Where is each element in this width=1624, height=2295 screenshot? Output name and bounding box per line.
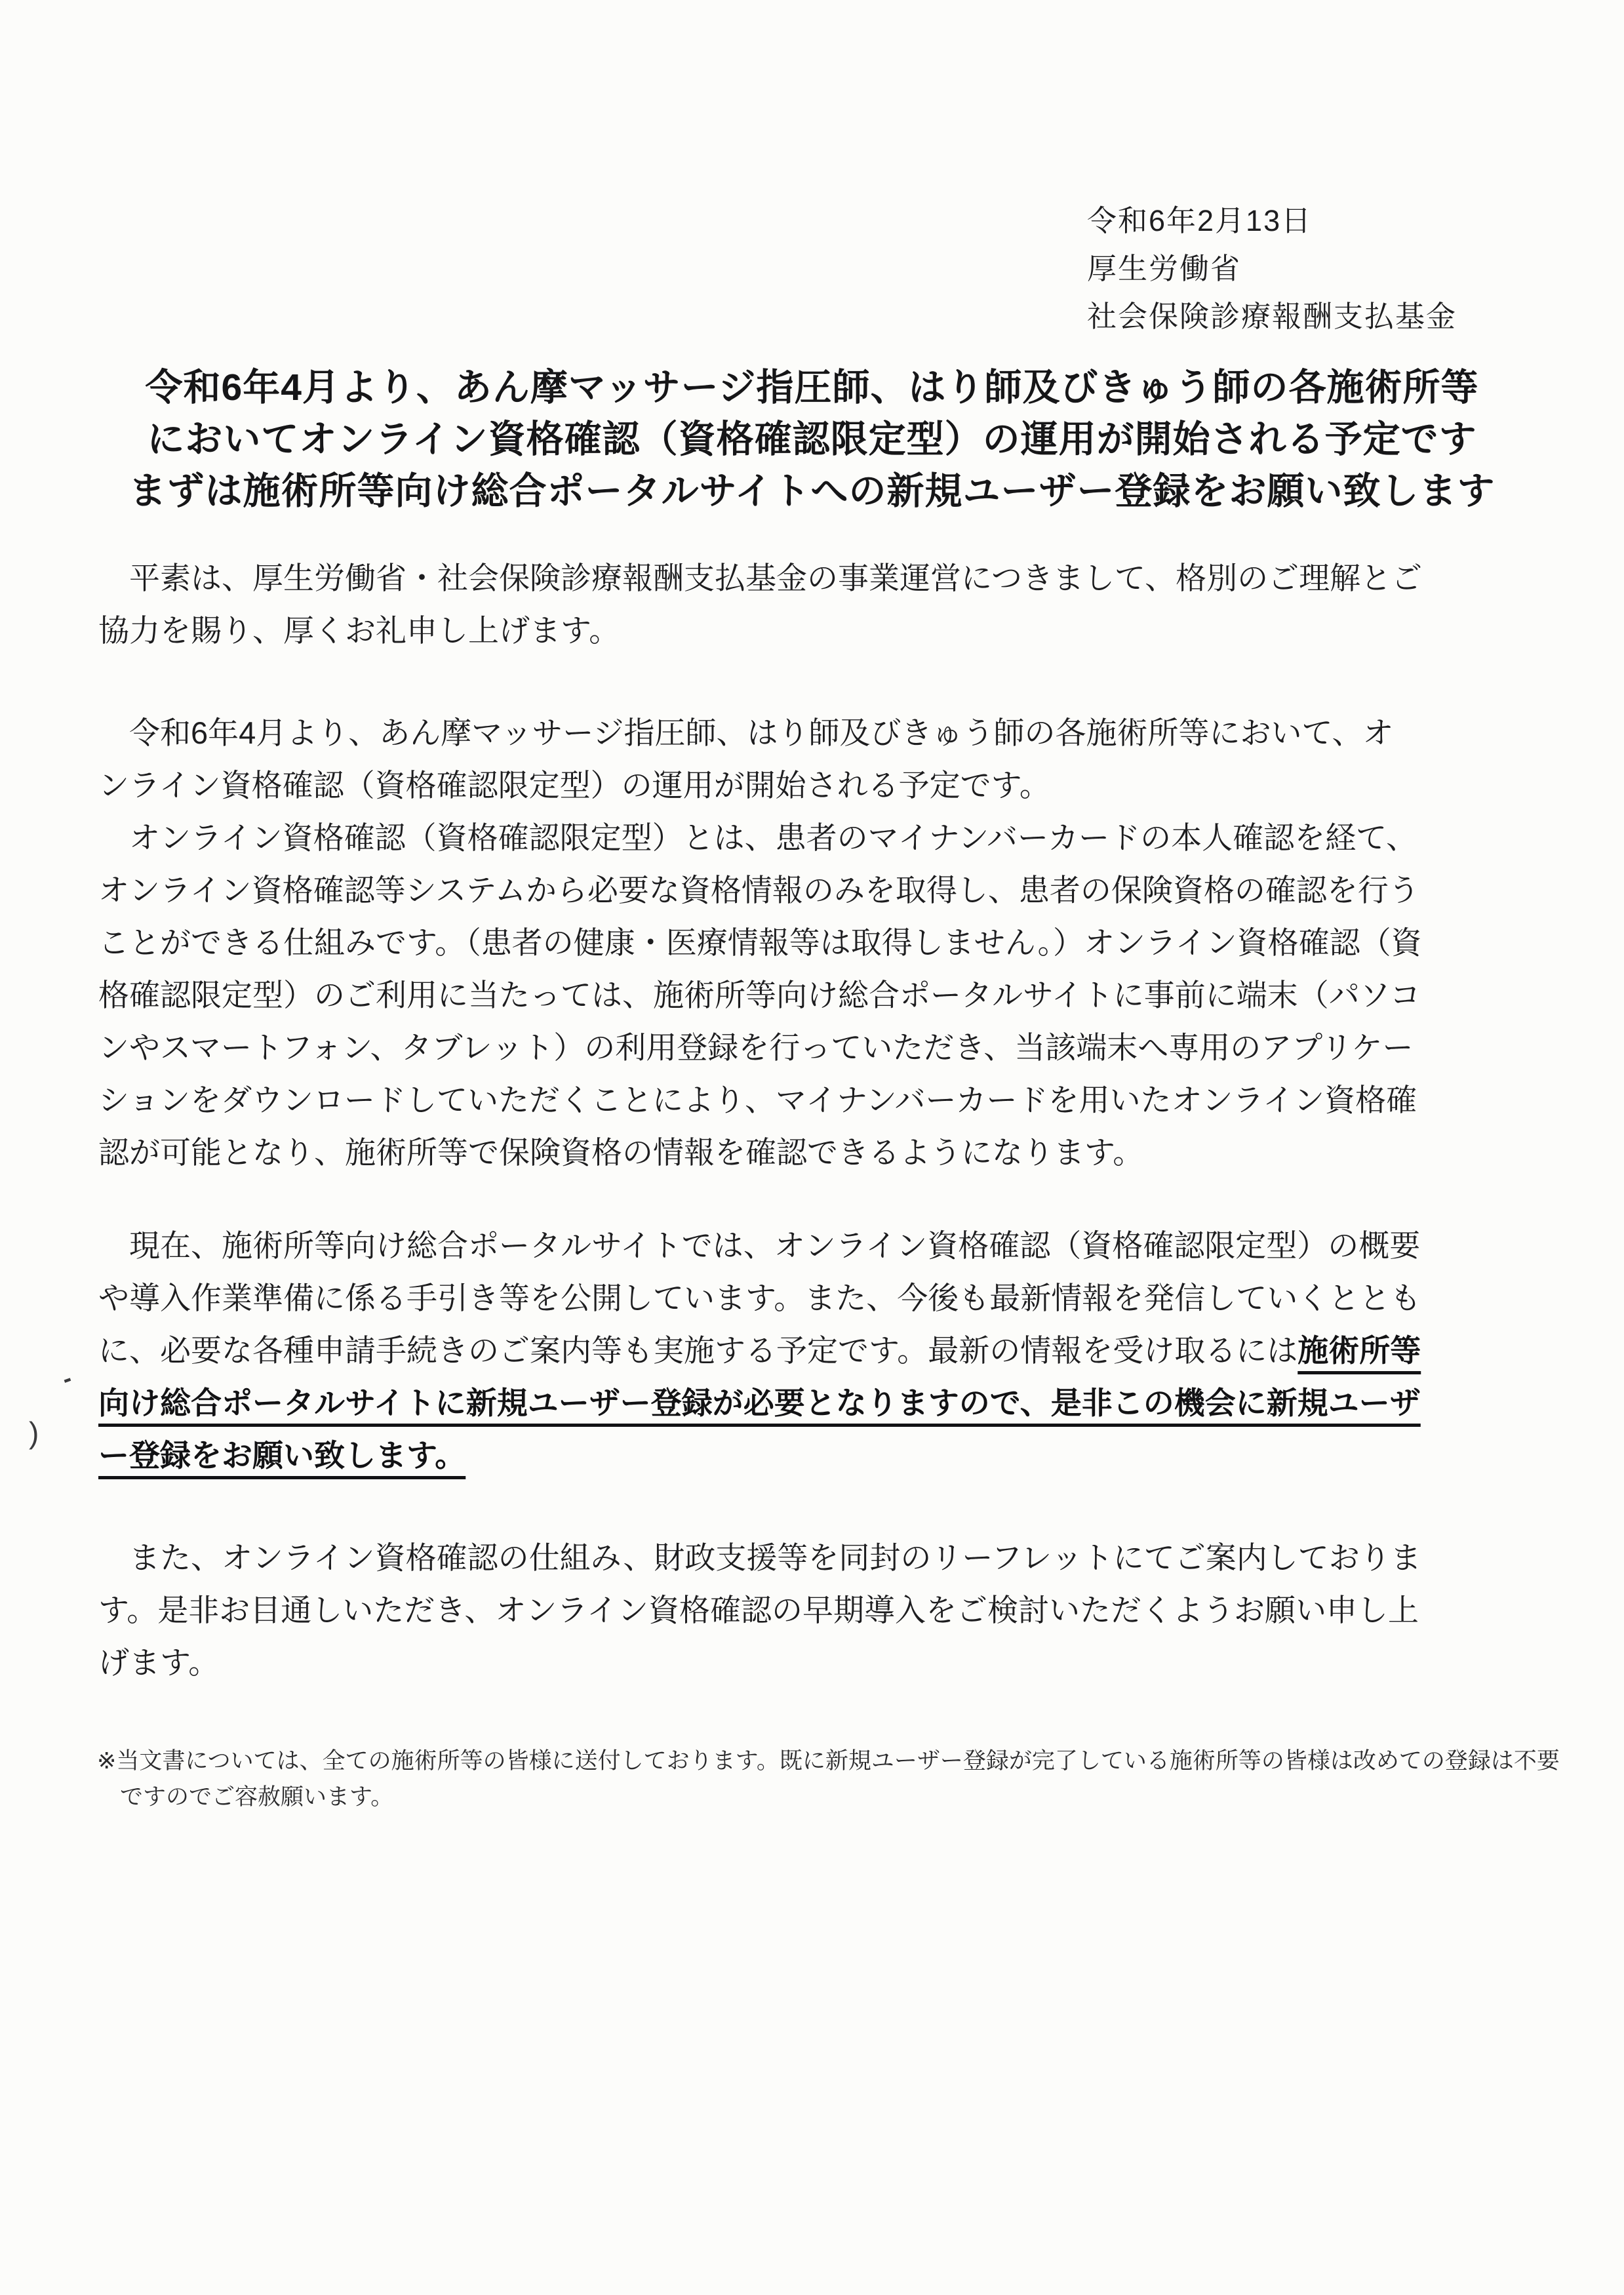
text-segment: 平素は、厚生労働省・社会保険診療報酬支払基金の事業運営につきまして、格別のご理解とご bbox=[98, 561, 1423, 595]
paragraph-portal-registration bbox=[98, 1220, 1580, 1482]
paragraph-line bbox=[98, 1325, 1580, 1377]
text-segment: 格確認限定型）のご利用に当たっては、施術所等向け総合ポータルサイトに事前に端末（パソコ bbox=[98, 978, 1421, 1012]
paragraph-line bbox=[98, 1532, 1580, 1584]
text-segment: に、必要な各種申請手続きのご案内等も実施する予定です。最新の情報を受け取るには bbox=[98, 1333, 1298, 1368]
paragraph-line bbox=[98, 1127, 1580, 1179]
sender-block bbox=[1087, 197, 1457, 340]
paragraph-line bbox=[98, 1074, 1580, 1127]
paragraph-line bbox=[98, 864, 1580, 917]
footnote bbox=[97, 1743, 1560, 1815]
paragraph-line bbox=[98, 1584, 1580, 1637]
text-segment: げます。 bbox=[98, 1645, 220, 1680]
title-line-1: 令和6年4月より、あん摩マッサージ指圧師、はり師及びきゅう師の各施術所等 bbox=[145, 367, 1479, 409]
text-segment: 認が可能となり、施術所等で保険資格の情報を確認できるようになります。 bbox=[98, 1135, 1144, 1170]
text-segment: 現在、施術所等向け総合ポータルサイトでは、オンライン資格確認（資格確認限定型）の概要 bbox=[98, 1228, 1421, 1263]
text-segment: 協力を賜り、厚くお礼申し上げます。 bbox=[98, 613, 620, 648]
text-segment: オンライン資格確認（資格確認限定型）とは、患者のマイナンバーカードの本人確認を経て、 bbox=[98, 820, 1417, 855]
paragraph-line bbox=[98, 759, 1580, 812]
emphasized-underlined-text: 施術所等 bbox=[1297, 1333, 1421, 1368]
text-segment: オンライン資格確認等システムから必要な資格情報のみを取得し、患者の保険資格の確認を行う bbox=[98, 873, 1419, 908]
emphasized-underlined-text: ー登録をお願い致します。 bbox=[98, 1438, 466, 1473]
paragraph-leaflet bbox=[98, 1532, 1580, 1689]
sender-org-mhlw: 厚生労働省 bbox=[1087, 252, 1242, 285]
paragraph-line bbox=[98, 1220, 1580, 1272]
text-segment: ションをダウンロードしていただくことにより、マイナンバーカードを用いたオンライン資格確 bbox=[98, 1083, 1417, 1117]
scan-artifact-paren: ) bbox=[29, 1416, 39, 1450]
title-line-2: においてオンライン資格確認（資格確認限定型）の運用が開始される予定です bbox=[147, 418, 1477, 460]
paragraph-line bbox=[98, 1377, 1580, 1429]
text-segment: ことができる仕組みです。（患者の健康・医療情報等は取得しません。）オンライン資格確認（資 bbox=[98, 925, 1422, 960]
paragraph-line bbox=[98, 917, 1580, 969]
scan-artifact-dash: ‐ bbox=[58, 1365, 76, 1393]
document-title bbox=[0, 362, 1624, 517]
paragraph-line bbox=[98, 812, 1580, 864]
text-segment: 令和6年4月より、あん摩マッサージ指圧師、はり師及びきゅう師の各施術所等において、オ bbox=[98, 715, 1394, 750]
paragraph-line bbox=[98, 707, 1580, 759]
document-date: 令和6年2月13日 bbox=[1087, 204, 1313, 237]
text-segment: また、オンライン資格確認の仕組み、財政支援等を同封のリーフレットにてご案内しておりま bbox=[98, 1540, 1421, 1575]
emphasized-underlined-text: 向け総合ポータルサイトに新規ユーザー登録が必要となりますので、是非この機会に新規ユーザ bbox=[98, 1386, 1421, 1420]
paragraph-line bbox=[98, 969, 1580, 1022]
footnote-line-2: ですのでご容赦願います。 bbox=[97, 1784, 394, 1810]
text-segment: す。是非お目通しいただき、オンライン資格確認の早期導入をご検討いただくようお願い申し上 bbox=[98, 1593, 1419, 1627]
text-segment: ンライン資格確認（資格確認限定型）の運用が開始される予定です。 bbox=[98, 768, 1050, 803]
paragraph-announcement bbox=[98, 707, 1580, 812]
sender-org-payment-fund: 社会保険診療報酬支払基金 bbox=[1087, 300, 1457, 333]
paragraph-greeting bbox=[98, 552, 1580, 657]
text-segment: ンやスマートフォン、タブレット）の利用登録を行っていただき、当該端末へ専用のアプリケー bbox=[98, 1030, 1414, 1065]
paragraph-line bbox=[98, 1022, 1580, 1074]
paragraph-line bbox=[98, 1429, 1580, 1482]
paragraph-line bbox=[98, 1637, 1580, 1689]
body-paragraphs bbox=[98, 552, 1580, 1689]
paragraph-line bbox=[98, 605, 1580, 657]
paragraph-system-description bbox=[98, 812, 1580, 1179]
title-line-3: まずは施術所等向け総合ポータルサイトへの新規ユーザー登録をお願い致します bbox=[129, 470, 1495, 512]
text-segment: や導入作業準備に係る手引き等を公開しています。また、今後も最新情報を発信していくととも bbox=[98, 1281, 1421, 1315]
paragraph-line bbox=[98, 1272, 1580, 1325]
footnote-line-1: ※当文書については、全ての施術所等の皆様に送付しております。既に新規ユーザー登録が完了している施術所等の皆様は改めての登録は不要 bbox=[97, 1748, 1560, 1774]
paragraph-line bbox=[98, 552, 1580, 605]
